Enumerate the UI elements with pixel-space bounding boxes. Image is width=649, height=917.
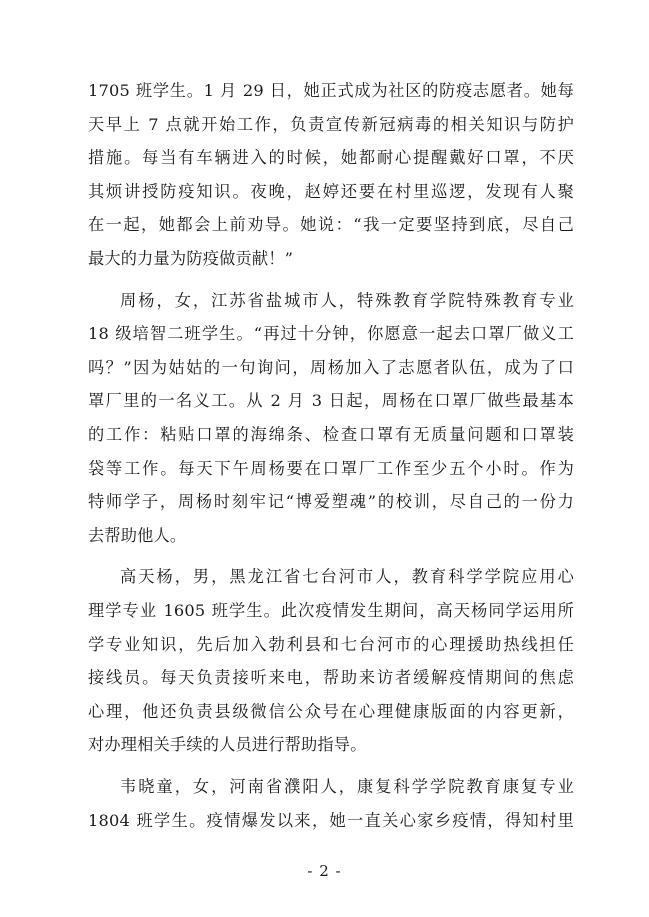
paragraph-wei-xiao-tong: [88, 770, 574, 837]
text-line: 吗？”因为姑姑的一句询问，周杨加入了志愿者队伍，成为了口: [88, 357, 574, 377]
text-line: 学专业知识，先后加入勃利县和七台河市的心理援助热线担任: [88, 634, 574, 654]
text-line: 1804 班学生。疫情爆发以来，她一直关心家乡疫情，得知村里: [88, 810, 574, 830]
text-line: 其烦讲授防疫知识。夜晚，赵婷还要在村里巡逻，发现有人聚: [88, 181, 574, 201]
text-line: 袋等工作。每天下午周杨要在口罩厂工作至少五个小时。作为: [88, 458, 574, 478]
text-line: 接线员。每天负责接听来电，帮助来访者缓解疫情期间的焦虑: [88, 668, 574, 688]
paragraph-zhou-yang: [88, 284, 574, 553]
text-line: 对办理相关手续的人员进行帮助指导。: [88, 735, 367, 755]
text-line: 去帮助他人。: [88, 525, 187, 545]
text-line: 周杨，女，江苏省盐城市人，特殊教育学院特殊教育专业: [120, 290, 574, 310]
page-number: - 2 -: [307, 862, 342, 880]
page-content: [88, 74, 574, 837]
text-line: 的工作：粘贴口罩的海绵条、检查口罩有无质量问题和口罩装: [88, 424, 574, 444]
text-line: 1705 班学生。1 月 29 日，她正式成为社区的防疫志愿者。她每: [88, 81, 574, 100]
text-line: 措施。每当有车辆进入的时候，她都耐心提醒戴好口罩，不厌: [88, 148, 574, 168]
text-line: 罩厂里的一名义工。从 2 月 3 日起，周杨在口罩厂做些最基本: [88, 391, 574, 411]
text-line: 韦晓童，女，河南省濮阳人，康复科学学院教育康复专业: [120, 776, 574, 796]
paragraph-zhao-ting-continued: [88, 74, 574, 276]
text-line: 最大的力量为防疫做贡献！”: [88, 248, 294, 268]
text-line: 天早上 7 点就开始工作，负责宣传新冠病毒的相关知识与防护: [88, 114, 574, 134]
paragraph-gao-tian-yang: [88, 560, 574, 762]
text-line: 18 级培智二班学生。“再过十分钟，你愿意一起去口罩厂做义工: [88, 324, 574, 344]
text-line: 特师学子，周杨时刻牢记“博爱塑魂”的校训，尽自己的一份力: [88, 492, 574, 512]
text-line: 在一起，她都会上前劝导。她说：“我一定要坚持到底，尽自己: [88, 215, 574, 235]
text-line: 理学专业 1605 班学生。此次疫情发生期间，高天杨同学运用所: [88, 600, 574, 620]
text-line: 心理，他还负责县级微信公众号在心理健康版面的内容更新，: [88, 701, 574, 721]
text-line: 高天杨，男，黑龙江省七台河市人，教育科学学院应用心: [120, 567, 574, 587]
